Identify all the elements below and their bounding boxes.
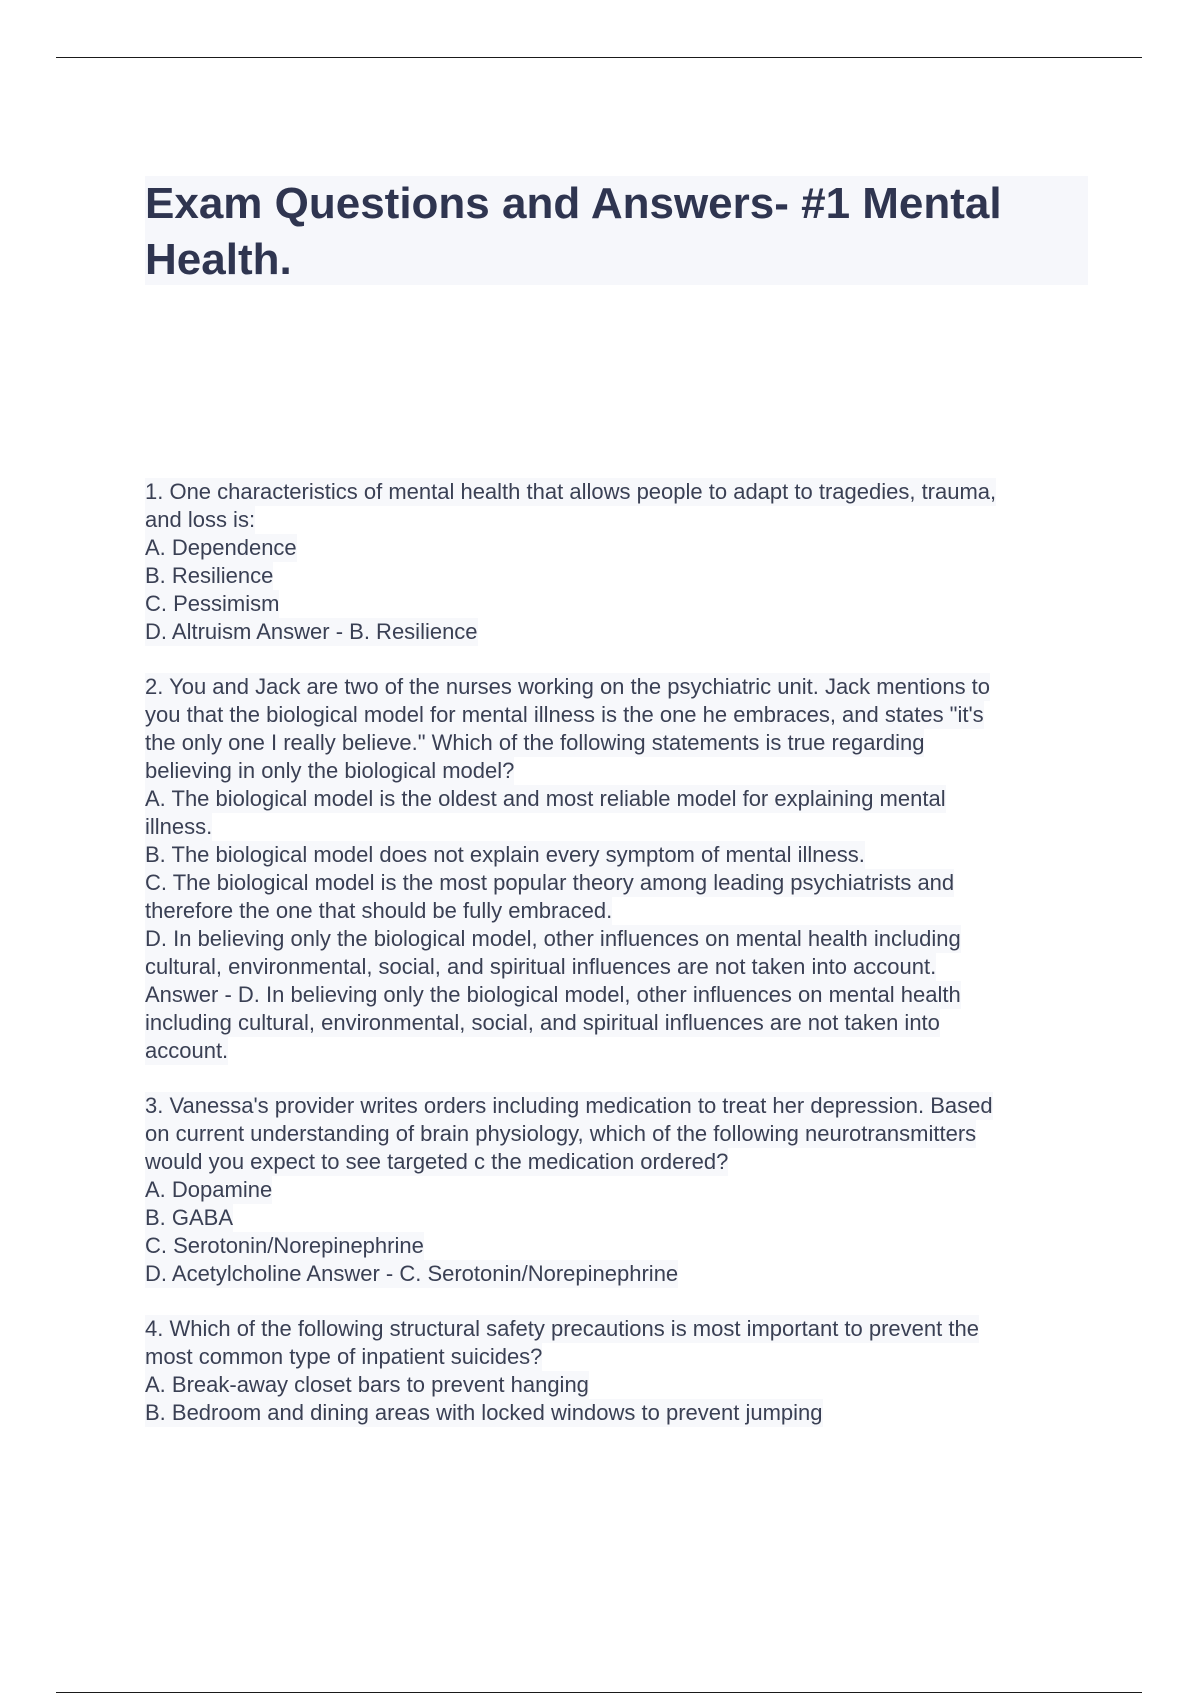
question-4 bbox=[145, 1315, 1095, 1427]
answer-option: C. Serotonin/Norepinephrine bbox=[145, 1233, 424, 1258]
answer-option: C. Pessimism bbox=[145, 591, 280, 616]
answer-line: account. bbox=[145, 1038, 229, 1063]
answer-line: Answer - D. In believing only the biological model, other influences on mental health bbox=[145, 982, 961, 1007]
question-line: and loss is: bbox=[145, 507, 256, 532]
questions-list bbox=[145, 478, 1095, 1454]
question-line: 2. You and Jack are two of the nurses working on the psychiatric unit. Jack mentions to bbox=[145, 674, 991, 699]
answer-option: illness. bbox=[145, 814, 213, 839]
answer-option: therefore the one that should be fully embraced. bbox=[145, 898, 613, 923]
answer-option: C. The biological model is the most popular theory among leading psychiatrists and bbox=[145, 870, 955, 895]
answer-option: cultural, environmental, social, and spiritual influences are not taken into account. bbox=[145, 954, 937, 979]
answer-option: D. Acetylcholine Answer - C. Serotonin/Norepinephrine bbox=[145, 1261, 679, 1286]
answer-option: D. Altruism Answer - B. Resilience bbox=[145, 619, 478, 644]
page-title-line-1: Exam Questions and Answers- #1 Mental bbox=[145, 179, 1002, 228]
answer-option: A. Break-away closet bars to prevent hanging bbox=[145, 1372, 589, 1397]
question-line: 1. One characteristics of mental health that allows people to adapt to tragedies, trauma, bbox=[145, 479, 997, 504]
page-title bbox=[145, 176, 1088, 288]
question-line: you that the biological model for mental illness is the one he embraces, and states "it's bbox=[145, 702, 984, 727]
answer-option: B. The biological model does not explain every symptom of mental illness. bbox=[145, 842, 865, 867]
question-line: the only one I really believe." Which of the following statements is true regarding bbox=[145, 730, 925, 755]
question-1 bbox=[145, 478, 1095, 646]
page-title-line-2: Health. bbox=[145, 235, 292, 284]
question-line: 4. Which of the following structural safety precautions is most important to prevent the bbox=[145, 1316, 979, 1341]
answer-option: A. Dopamine bbox=[145, 1177, 273, 1202]
question-line: would you expect to see targeted c the medication ordered? bbox=[145, 1149, 729, 1174]
top-rule bbox=[56, 57, 1142, 58]
title-block bbox=[145, 176, 1088, 285]
answer-option: B. GABA bbox=[145, 1205, 234, 1230]
bottom-rule bbox=[56, 1692, 1142, 1693]
question-2 bbox=[145, 673, 1095, 1065]
question-3 bbox=[145, 1092, 1095, 1288]
answer-option: A. The biological model is the oldest and most reliable model for explaining mental bbox=[145, 786, 946, 811]
question-line: believing in only the biological model? bbox=[145, 758, 515, 783]
answer-option: A. Dependence bbox=[145, 535, 297, 560]
answer-option: B. Resilience bbox=[145, 563, 274, 588]
question-line: 3. Vanessa's provider writes orders including medication to treat her depression. Based bbox=[145, 1093, 993, 1118]
answer-option: D. In believing only the biological model, other influences on mental health including bbox=[145, 926, 961, 951]
question-line: most common type of inpatient suicides? bbox=[145, 1344, 543, 1369]
question-line: on current understanding of brain physiology, which of the following neurotransmitters bbox=[145, 1121, 977, 1146]
answer-option: B. Bedroom and dining areas with locked windows to prevent jumping bbox=[145, 1400, 823, 1425]
answer-line: including cultural, environmental, social, and spiritual influences are not taken into bbox=[145, 1010, 940, 1035]
